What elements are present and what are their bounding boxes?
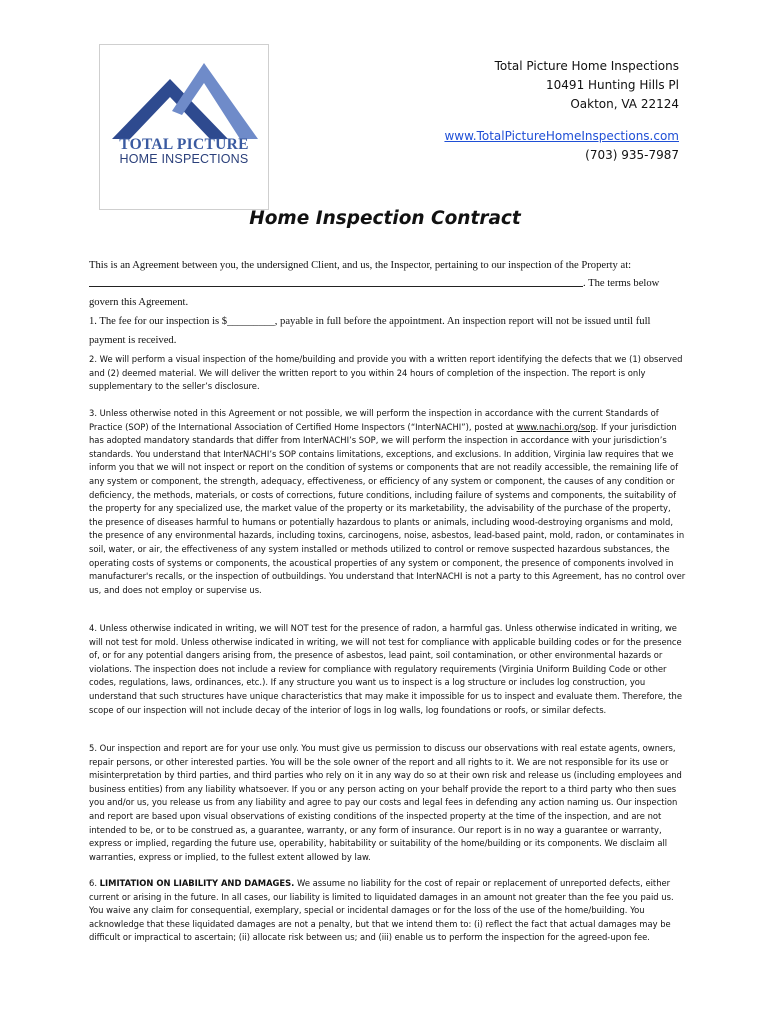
page-title: Home Inspection Contract (249, 208, 521, 229)
company-logo (99, 44, 269, 210)
intro-terms-text: . The terms below (583, 278, 660, 289)
clause-2-text: 2. We will perform a visual inspection of the home/building and provide you with a written report identifying the defects that we (1) observed and (2) deemed material. We will deliver the written report to you within 24 hours of completion of the inspection. The report is only supplementary to the seller’s disclosure. (89, 354, 683, 392)
clause-3-text-b: . If your jurisdiction has adopted mandatory standards that differ from InterNACHI’s SOP, we will perform the inspection in accordance with your jurisdiction’s standards. You understand that InterNACHI’s SOP contains limitations, exceptions, and exclusions. In addition, Virginia law requires that we inform you that we will not inspect or report on the condition of systems or components that are not readily accessible, the remaining life of any system or component, the strength, adequacy, effectiveness, or efficiency of any system or component, the causes of any condition or deficiency, the methods, materials, or costs of corrections, future conditions, including failure of systems and components, the suitability of the property for any specialized use, the market value of the property or its marketability, the advisability of the purchase of the property, the presence of diseases harmful to humans or potentially hazardous to plants or animals, including wood-destroying organisms and mold, the presence of any environmental hazards, including toxins, carcinogens, noise, asbestos, lead-based paint, mold, radon, or contaminates in soil, water, or air, the effectiveness of any system installed or methods utilized to control or remove suspected hazardous substances, the operating costs of systems or components, the acoustical properties of any system or component, the presence of components involved in manufacturer's recalls, or the inspection of outbuildings. You understand that InterNACHI is not a party to this Agreement, has no control over us, and does not employ or supervise us. (89, 421, 686, 595)
company-street: 10491 Hunting Hills Pl (546, 78, 679, 92)
intro-line: This is an Agreement between you, the undersigned Client, and us, the Inspector, pertaining to our inspection of the Property at: (89, 260, 632, 271)
clause-1-line2: payment is received. (89, 335, 177, 346)
clause-3-text-a: 3. Unless otherwise noted in this Agreement or not possible, we will perform the inspection in accordance with the current Standards of Practice (SOP) of the International Association of Certified Home Inspectors (“InterNACHI”), posted at (89, 408, 659, 432)
clause-6-text: We assume no liability for the cost of repair or replacement of unreported defects, either current or arising in the future. In all cases, our liability is limited to liquidated damages in an amount not greater than the fee you paid us. You waive any claim for consequential, exemplary, special or incidental damages or for the loss of the use of the home/building. You acknowledge that these liquidated damages are not a penalty, but that we intend them to: (i) reflect the fact that actual damages may be difficult or impractical to ascertain; (ii) allocate risk between us; and (iii) enable us to perform the inspection for the agreed-upon fee. (89, 878, 674, 943)
property-address-field[interactable] (89, 286, 583, 287)
company-phone: (703) 935-7987 (585, 148, 679, 162)
clause-4 (89, 622, 687, 717)
clause-4-text: 4. Unless otherwise indicated in writing, we will NOT test for the presence of radon, a harmful gas. Unless otherwise indicated in writing, we will not test for mold. Unless otherwise indicated in writing, we will not test for compliance with applicable building codes or for the presence of, or for any potential dangers arising from, the presence of asbestos, lead paint, soil contamination, or other environmental hazards or violations. The inspection does not include a review for compliance with regulatory requirements (Virginia Uniform Building Code or other codes, regulations, laws, ordinances, etc.). If any structure you want us to inspect is a log structure or includes log construction, you understand that such structures have unique characteristics that may make it impossible for us to inspect and evaluate them. Therefore, the scope of our inspection will not include decay of the interior of logs in log walls, log foundations or roofs, or similar defects. (89, 623, 683, 715)
company-name: Total Picture Home Inspections (494, 59, 679, 73)
clause-6-heading: LIMITATION ON LIABILITY AND DAMAGES. (99, 878, 295, 888)
clause-5-text: 5. Our inspection and report are for your use only. You must give us permission to discuss our observations with real estate agents, owners, repair persons, or other interested parties. You will be the sole owner of the report and all rights to it. We are not responsible for its use or misinterpretation by third parties, and third parties who rely on it in any way do so at their own risk and release us (including employees and business entities) from any liability whatsoever. If you or any person acting on your behalf provide the report to a third party who then sues you and/or us, you release us from any liability and agree to pay our costs and legal fees in defending any action naming us. Our inspection and report are based upon visual observations of existing conditions of the inspected property at the time of the inspection, and are not intended to be, or to be construed as, a guarantee, warranty, or any form of insurance. Our report is in no way a guarantee or warranty, express or implied, regarding the future use, operability, habitability or suitability of the home/building or its components. We disclaim all warranties, express or implied, to the fullest extent allowed by law. (89, 743, 682, 862)
sop-link[interactable]: www.nachi.org/sop (516, 421, 596, 432)
clause-5 (89, 742, 687, 864)
clause-1-line1: 1. The fee for our inspection is $_________, payable in full before the appointment. An inspection report will not be issued until full (89, 316, 651, 327)
intro-govern-text: govern this Agreement. (89, 297, 189, 308)
logo-wordmark-line1: TOTAL PICTURE (119, 136, 249, 153)
company-city: Oakton, VA 22124 (570, 97, 679, 111)
clause-3 (89, 407, 687, 597)
clause-6 (89, 877, 687, 945)
logo-wordmark-line2: HOME INSPECTIONS (119, 152, 249, 166)
clause-2 (89, 353, 687, 394)
clause-6-number: 6. (89, 878, 100, 888)
company-website-link[interactable]: www.TotalPictureHomeInspections.com (444, 129, 679, 143)
house-roof-icon (112, 59, 258, 139)
company-address-block (444, 57, 679, 165)
